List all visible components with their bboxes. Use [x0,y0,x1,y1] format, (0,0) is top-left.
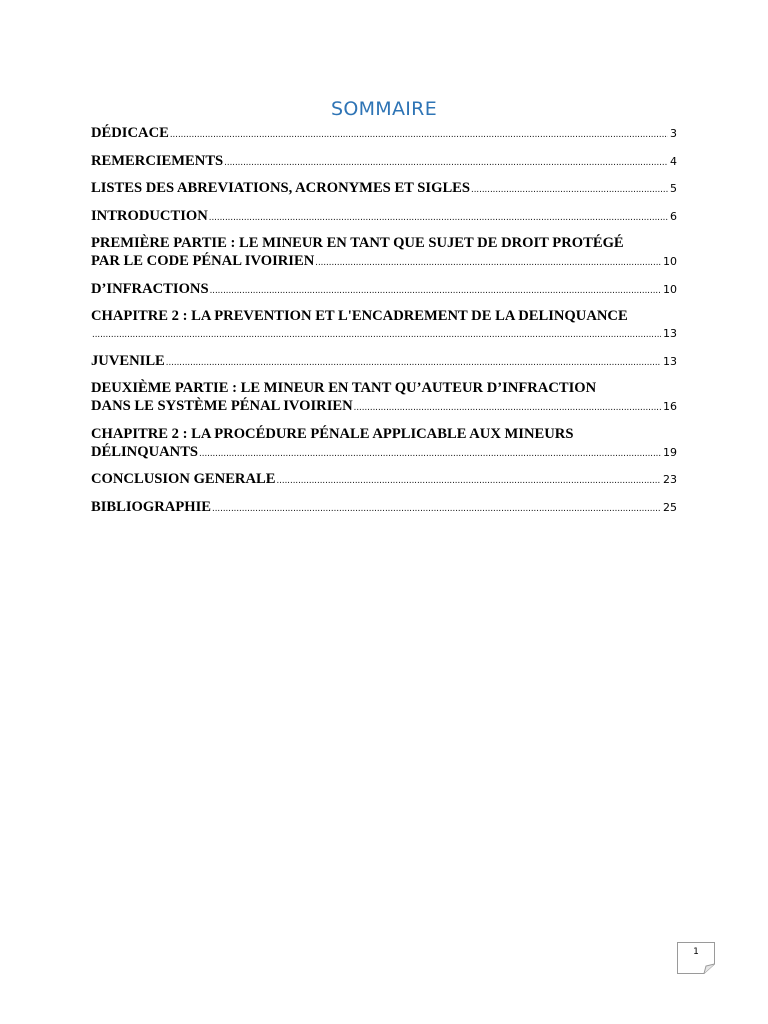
toc-entry-line [91,152,677,172]
toc-entry-line [91,470,677,490]
toc-dot-leader [92,326,661,344]
toc-dot-leader [210,282,661,300]
toc-entry[interactable] [91,498,677,518]
table-of-contents [91,124,677,525]
toc-entry-text: PAR LE CODE PÉNAL IVOIRIEN [91,253,315,269]
toc-dot-leader [276,472,661,490]
toc-entry-text: LISTES DES ABREVIATIONS, ACRONYMES ET SIGLES [91,180,471,196]
toc-entry-text: D’INFRACTIONS [91,280,209,297]
toc-page-number: 4 [670,154,677,168]
toc-entry-text: DÉDICACE [91,125,169,141]
page-number-badge [677,942,715,974]
toc-entry-text: REMERCIEMENTS [91,152,224,169]
toc-entry[interactable] [91,470,677,490]
toc-title: SOMMAIRE [330,98,437,120]
toc-entry-line [91,207,677,227]
toc-entry-line [91,352,677,372]
toc-entry-line [91,498,677,518]
toc-page-number: 10 [663,255,677,268]
toc-dot-leader [166,354,661,372]
toc-dot-leader [212,500,661,518]
toc-dot-leader [209,209,668,227]
toc-dot-leader [170,126,668,144]
toc-page-number: 6 [670,209,677,223]
toc-entry-text: INTRODUCTION [91,207,208,224]
toc-entry-line [91,280,677,300]
toc-page-number: 13 [663,354,677,368]
toc-dot-leader [471,181,668,199]
toc-entry-text: PREMIÈRE PARTIE : LE MINEUR EN TANT QUE SUJET DE DROIT PROTÉGÉ [91,235,624,251]
toc-entry-line [91,397,677,417]
toc-page-number: 5 [670,182,677,195]
toc-entry[interactable] [91,307,677,344]
toc-entry-line [91,252,677,272]
toc-entry[interactable] [91,379,677,417]
page-number: 1 [693,947,699,957]
toc-page-number: 25 [663,500,677,514]
toc-page-number: 23 [663,473,677,486]
toc-entry-text: DEUXIÈME PARTIE : LE MINEUR EN TANT QU’AUTEUR D’INFRACTION [91,380,597,396]
toc-dot-leader [199,445,661,463]
toc-entry-line [91,325,677,344]
toc-page-number: 16 [663,400,677,413]
toc-entry[interactable] [91,352,677,372]
toc-entry[interactable] [91,425,677,463]
toc-dot-leader [224,154,668,172]
toc-entry-text: CHAPITRE 2 : LA PREVENTION ET L'ENCADREMENT DE LA DELINQUANCE [91,308,628,324]
toc-entry[interactable] [91,179,677,199]
toc-entry-line [91,443,677,463]
toc-entry-text: JUVENILE [91,352,165,369]
toc-dot-leader [315,254,661,272]
toc-entry-text: CHAPITRE 2 : LA PROCÉDURE PÉNALE APPLICABLE AUX MINEURS [91,425,574,442]
toc-entry[interactable] [91,280,677,300]
toc-entry-text: BIBLIOGRAPHIE [91,498,212,515]
toc-entry-line [91,179,677,199]
toc-page-number: 13 [663,327,677,340]
toc-entry[interactable] [91,124,677,144]
toc-page-number: 3 [670,127,677,140]
toc-dot-leader [354,399,661,417]
toc-entry[interactable] [91,207,677,227]
toc-page-number: 10 [663,282,677,296]
toc-entry-line [91,124,677,144]
toc-entry-text: CONCLUSION GENERALE [91,471,276,487]
toc-entry-text: DANS LE SYSTÈME PÉNAL IVOIRIEN [91,398,353,414]
toc-page-number: 19 [663,445,677,459]
toc-entry-text: DÉLINQUANTS [91,443,199,460]
toc-entry[interactable] [91,152,677,172]
toc-entry[interactable] [91,234,677,272]
